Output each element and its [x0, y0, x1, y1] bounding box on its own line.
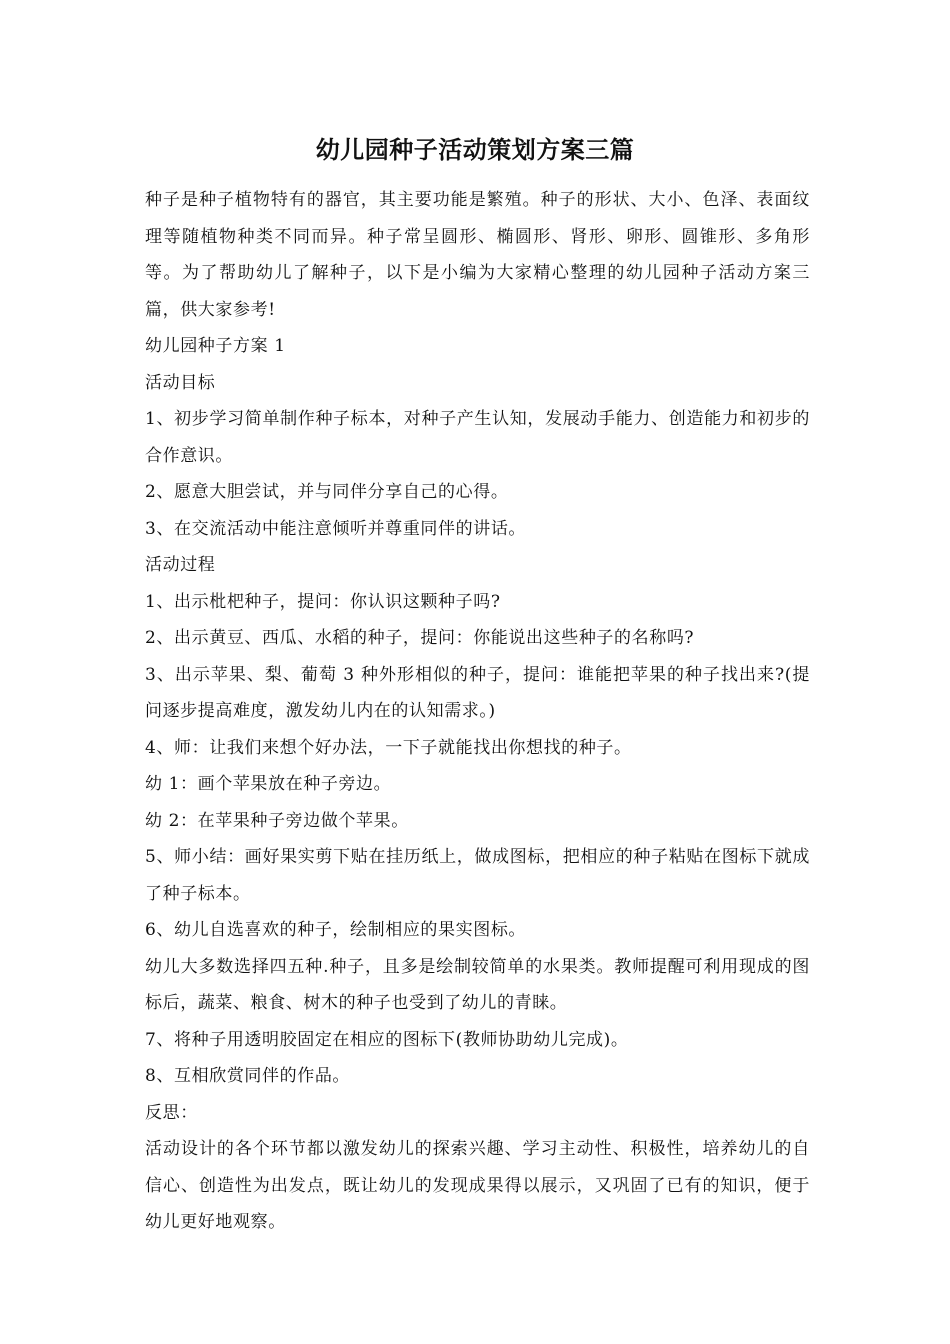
plan-heading: 幼儿园种子方案 1	[145, 336, 286, 356]
goal-item: 3、在交流活动中能注意倾听并尊重同伴的讲话。	[145, 518, 527, 539]
goal-item: 2、愿意大胆尝试，并与同伴分享自己的心得。	[145, 482, 509, 502]
document-body	[145, 182, 810, 1241]
process-step: 4、师：让我们来想个好办法，一下子就能找出你想找的种子。	[145, 737, 632, 758]
section-heading-goals: 活动目标	[145, 372, 216, 393]
process-step: 8、互相欣赏同伴的作品。	[145, 1066, 351, 1086]
goal-item: 1、初步学习简单制作种子标本，对种子产生认知，发展动手能力、创造能力和初步的合作意识。	[145, 409, 810, 466]
intro-paragraph: 种子是种子植物特有的器官，其主要功能是繁殖。种子的形状、大小、色泽、表面纹理等随植物种类不同而异。种子常呈圆形、椭圆形、肾形、卵形、圆锥形、多角形等。为了帮助幼儿了解种子，以下是小编为大家精心整理的幼儿园种子活动方案三篇，供大家参考!	[145, 190, 810, 320]
child-response: 幼 1：画个苹果放在种子旁边。	[145, 774, 392, 794]
process-step: 6、幼儿自选喜欢的种子，绘制相应的果实图标。	[145, 920, 527, 940]
process-step: 2、出示黄豆、西瓜、水稻的种子，提问：你能说出这些种子的名称吗?	[145, 628, 695, 648]
process-step: 1、出示枇杷种子，提问：你认识这颗种子吗?	[145, 591, 501, 612]
reflection-paragraph: 活动设计的各个环节都以激发幼儿的探索兴趣、学习主动性、积极性，培养幼儿的自信心、创造性为出发点，既让幼儿的发现成果得以展示，又巩固了已有的知识，便于幼儿更好地观察。	[145, 1139, 810, 1232]
child-response: 幼 2：在苹果种子旁边做个苹果。	[145, 810, 409, 831]
process-note: 幼儿大多数选择四五种.种子，且多是绘制较简单的水果类。教师提醒可利用现成的图标后，蔬菜、粮食、树木的种子也受到了幼儿的青睐。	[145, 956, 810, 1013]
document-title: 幼儿园种子活动策划方案三篇	[315, 135, 635, 164]
section-heading-process: 活动过程	[145, 555, 216, 575]
process-step: 5、师小结：画好果实剪下贴在挂历纸上，做成图标，把相应的种子粘贴在图标下就成了种子标本。	[145, 847, 810, 904]
process-step: 7、将种子用透明胶固定在相应的图标下(教师协助幼儿完成)。	[145, 1029, 629, 1050]
process-step: 3、出示苹果、梨、葡萄 3 种外形相似的种子，提问：谁能把苹果的种子找出来?(提问逐步提高难度，激发幼儿内在的认知需求。)	[145, 664, 810, 721]
section-heading-reflection: 反思：	[145, 1102, 198, 1123]
